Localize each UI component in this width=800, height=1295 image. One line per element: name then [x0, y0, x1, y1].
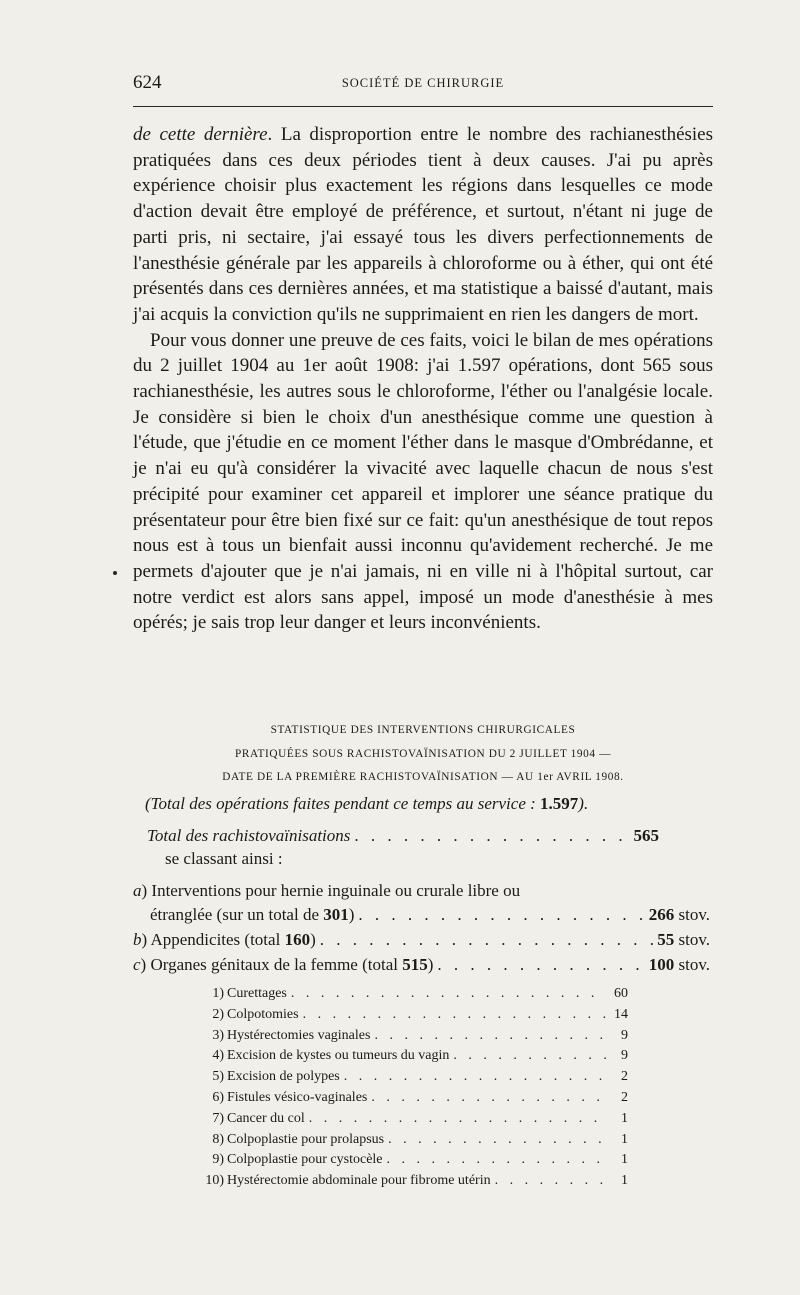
list-item-number: 1) [212, 986, 224, 1001]
total-operations-label: (Total des opérations faites pendant ce temps au service : [145, 794, 536, 813]
statistics-title-line-1: STATISTIQUE DES INTERVENTIONS CHIRURGICALES [270, 724, 576, 736]
classant-ainsi: se classant ainsi : [165, 849, 283, 868]
list-item-value: 1 [621, 1131, 628, 1147]
list-item [198, 1067, 628, 1088]
list-item [198, 1130, 628, 1151]
list-item-number: 8) [212, 1131, 224, 1147]
list-item-label: Fistules vésico-vaginales [227, 1089, 368, 1105]
list-item-value: 1 [621, 1173, 628, 1189]
list-item [198, 1046, 628, 1067]
dot-leader [374, 1026, 606, 1047]
list-item [198, 984, 628, 1005]
dot-leader [358, 905, 644, 925]
group-a-line-1 [133, 881, 520, 901]
dot-leader [453, 1046, 606, 1067]
body-text [133, 122, 713, 636]
total-operations-close: ). [578, 794, 589, 813]
group-a-total-prefix: étranglée (sur un total de [150, 905, 324, 924]
group-b-value: 55 [657, 930, 675, 949]
list-item-number: 10) [205, 1173, 224, 1189]
list-item-label: Excision de polypes [227, 1069, 340, 1085]
list-item-label: Colpoplastie pour prolapsus [227, 1131, 385, 1147]
group-b-letter: b [133, 930, 142, 949]
dot-leader [387, 1150, 606, 1171]
group-b-unit: stov. [674, 930, 710, 949]
group-c-total: 515 [402, 955, 428, 974]
group-a-unit: stov. [674, 905, 710, 924]
margin-mark [113, 571, 117, 575]
paragraph-1 [133, 122, 713, 328]
list-item-number: 7) [212, 1110, 224, 1126]
dot-leader [344, 1067, 606, 1088]
dot-leader [354, 826, 629, 846]
dot-leader [309, 1109, 606, 1130]
list-item [198, 1026, 628, 1047]
paragraph-2: Pour vous donner une preuve de ces faits, voici le bilan de mes opérations du 2 juillet 1904 au 1er août 1908: j'ai 1.597 opérations, dont 565 sous rachianesthésie, les autres sous le chloroforme, l'éther ou l'analgésie locale. Je considère si bien le choix d'un anesthésique comme une question à l'étude, que j'étudie en ce moment l'éther dans le masque d'Ombrédanne, et je n'ai eu qu'à considérer la vivacité avec laquelle chacun de nous s'est précipité pour examiner cet appareil et implorer une séance pratique du présentateur pour être bien fixé sur ce fait: qu'un anesthésique de tout repos nous est à tous un bienfait aussi inconnu qu'avidement recherché. Je me permets d'ajouter que je n'ai jamais, ni en ville ni à l'hôpital surtout, car notre verdict est alors sans appel, imposé un mode d'anesthésie à mes opérés; je sais trop leur danger et leurs inconvénients. [133, 329, 713, 634]
paragraph-1-italic: de cette dernière [133, 124, 268, 145]
total-rachistovainisations-label: Total des rachistovaïnisations [147, 826, 351, 845]
dot-leader [371, 1088, 606, 1109]
group-c-letter: c [133, 955, 141, 974]
group-c-unit: stov. [674, 955, 710, 974]
list-item-label: Cancer du col [227, 1110, 305, 1126]
list-item-number: 2) [212, 1006, 224, 1022]
list-item-value: 2 [621, 1089, 628, 1105]
statistics-title-line-2: PRATIQUÉES SOUS RACHISTOVAÏNISATION DU 2 JUILLET 1904 — [234, 747, 611, 760]
group-a-total-value: 301 [323, 905, 349, 924]
list-item [198, 1171, 628, 1192]
list-item-label: Excision de kystes ou tumeurs du vagin [227, 1048, 450, 1064]
list-item-value: 9 [621, 1048, 628, 1064]
list-item [198, 1150, 628, 1171]
dot-leader [303, 1005, 606, 1026]
group-c-value: 100 [648, 955, 675, 974]
group-b-prefix: ) Appendicites (total [141, 930, 285, 949]
statistics-title-line-3: DATE DE LA PREMIÈRE RACHISTOVAÏNISATION — AU 1er AVRIL 1908. [222, 771, 624, 783]
list-item-label: Colpoplastie pour cystocèle [227, 1152, 383, 1168]
group-a-line-2 [150, 905, 710, 925]
group-b-count [657, 930, 710, 950]
group-b [133, 930, 710, 950]
dot-leader [495, 1171, 606, 1192]
group-a-total-suffix: ) [348, 905, 355, 924]
header-rule [133, 106, 713, 107]
total-rachistovainisations [147, 826, 659, 846]
group-a-value: 266 [648, 905, 675, 924]
group-b-total: 160 [284, 930, 311, 949]
list-item-number: 5) [212, 1069, 224, 1085]
list-item-number: 9) [212, 1152, 224, 1168]
list-item-value: 1 [621, 1110, 628, 1126]
group-c [133, 955, 710, 975]
list-item-number: 3) [212, 1027, 224, 1043]
group-a-count [649, 905, 710, 925]
page-header [133, 72, 713, 98]
group-c-suffix: ) [427, 955, 434, 974]
page-number: 624 [133, 72, 162, 93]
group-c-prefix: ) Organes génitaux de la femme (total [140, 955, 403, 974]
group-a-total [150, 905, 354, 925]
group-a-text: ) Interventions pour hernie inguinale ou crurale libre ou [141, 881, 521, 900]
list-item-value: 14 [614, 1006, 628, 1022]
list-item-number: 6) [212, 1089, 224, 1105]
list-item-label: Curettages [227, 986, 287, 1001]
list-item [198, 1109, 628, 1130]
group-b-suffix: ) [310, 930, 316, 949]
list-item [198, 1005, 628, 1026]
list-item-label: Hystérectomie abdominale pour fibrome utérin [227, 1173, 491, 1189]
list-item-value: 1 [621, 1152, 628, 1168]
list-item-label: Colpotomies [227, 1006, 299, 1022]
group-c-count [649, 955, 710, 975]
list-item-value: 60 [614, 986, 628, 1001]
group-c-label [133, 955, 433, 975]
dot-leader [437, 955, 644, 975]
total-operations [145, 794, 705, 814]
procedure-list [198, 984, 628, 1192]
dot-leader [320, 930, 654, 950]
total-operations-value: 1.597 [540, 794, 579, 813]
paragraph-1-text: . La disproportion entre le nombre des rachianesthésies pratiquées dans ces deux périodes tient à deux causes. J'ai pu après expérience choisir plus exactement les régions dans lesquelles ce mode d'action devait être employé de préférence, et surtout, n'étant ni juge de parti pris, ni sectaire, j'ai essayé tous les divers perfectionnements de l'anesthésie générale par les appareils à chloroforme ou à éther, qui ont été présentés dans ces dernières années, et ma statistique a baissé d'autant, mais j'ai acquis la conviction qu'ils ne supprimaient en rien les dangers de mort. [133, 124, 714, 325]
group-a-letter: a [133, 881, 142, 900]
list-item-label: Hystérectomies vaginales [227, 1027, 371, 1043]
list-item-number: 4) [212, 1048, 224, 1064]
dot-leader [291, 984, 606, 1005]
running-head: SOCIÉTÉ DE CHIRURGIE [341, 76, 505, 90]
group-b-label [133, 930, 316, 950]
list-item-value: 2 [621, 1069, 628, 1085]
list-item-value: 9 [621, 1027, 628, 1043]
list-item [198, 1088, 628, 1109]
statistics-title [133, 719, 713, 790]
dot-leader [388, 1130, 606, 1151]
total-rachistovainisations-value: 565 [633, 826, 659, 845]
